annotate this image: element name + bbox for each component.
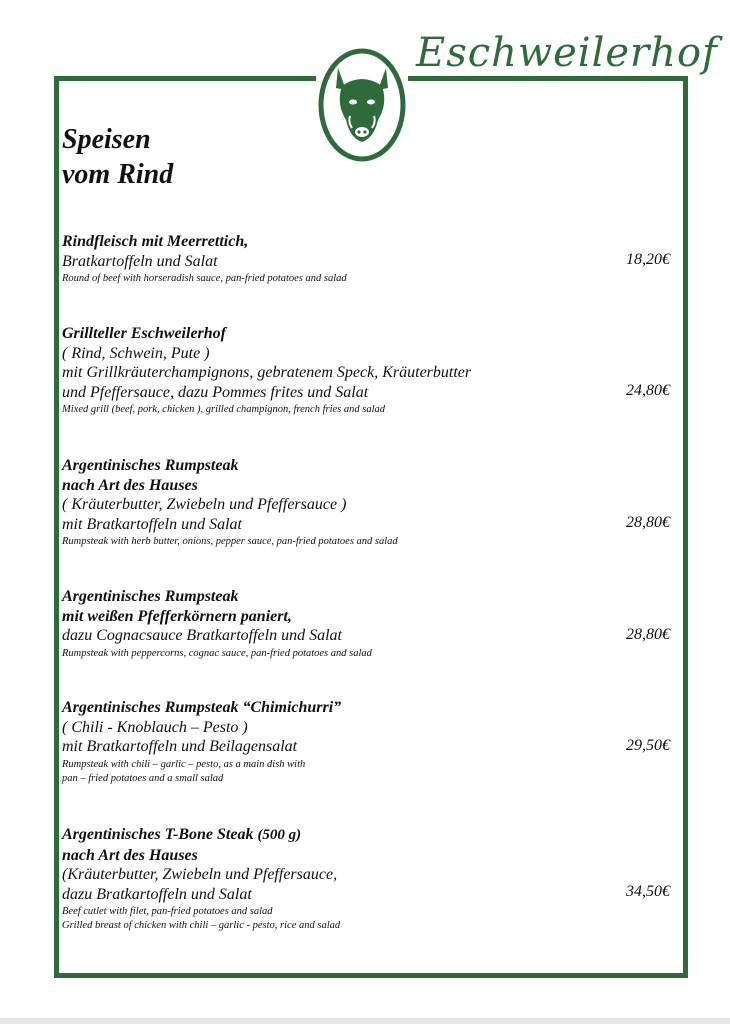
item-description: mit Grillkräuterchampignons, gebratenem Speck, Kräuterbutter xyxy=(62,364,472,381)
item-description: ( Rind, Schwein, Pute ) xyxy=(62,344,210,362)
item-description: dazu Bratkartoffeln und Salat xyxy=(62,885,252,903)
item-translation: Beef cutlet with filet, pan-fried potatoes and salad xyxy=(62,906,273,917)
item-price: 18,20€ xyxy=(626,251,670,268)
item-title: Grillteller Eschweilerhof xyxy=(62,325,226,342)
item-description: (Kräuterbutter, Zwiebeln und Pfeffersauce, xyxy=(62,866,338,883)
item-price: 34,50€ xyxy=(626,883,670,900)
item-title: Argentinisches Rumpsteak “Chimichurri” xyxy=(62,699,342,716)
item-translation: Mixed grill (beef, pork, chicken ), grilled champignon, french fries and salad xyxy=(62,404,385,415)
item-translation: Rumpsteak with peppercorns, cognac sauce, pan-fried potatoes and salad xyxy=(62,647,372,659)
menu-item xyxy=(62,232,682,285)
page-edge xyxy=(0,1018,730,1024)
boar-head-icon xyxy=(316,46,408,164)
item-title: nach Art des Hauses xyxy=(62,846,198,864)
menu-item xyxy=(62,456,682,548)
heading-line-1: Speisen xyxy=(62,124,151,155)
item-title-suffix: (500 g) xyxy=(257,827,302,843)
item-description: ( Kräuterbutter, Zwiebeln und Pfeffersauce ) xyxy=(62,496,347,513)
item-price: 29,50€ xyxy=(626,737,670,754)
item-title-row xyxy=(62,825,682,846)
menu-item xyxy=(62,587,682,660)
item-price: 28,80€ xyxy=(626,514,670,531)
menu-item xyxy=(62,324,682,416)
menu-item xyxy=(62,698,682,785)
item-translation: Grilled breast of chicken with chili – garlic - pesto, rice and salad xyxy=(62,920,341,931)
item-translation: Rumpsteak with herb butter, onions, pepper sauce, pan-fried potatoes and salad xyxy=(62,536,398,547)
item-description: und Pfeffersauce, dazu Pommes frites und Salat xyxy=(62,383,369,401)
heading-line-2: vom Rind xyxy=(62,159,174,190)
item-title: mit weißen Pfefferkörnern paniert, xyxy=(62,607,292,625)
item-price: 24,80€ xyxy=(626,382,670,399)
item-title: Argentinisches T-Bone Steak xyxy=(62,826,254,843)
item-title: Rindfleisch mit Meerrettich, xyxy=(62,233,249,250)
item-title: nach Art des Hauses xyxy=(62,476,198,494)
item-description: ( Chili - Knoblauch – Pesto ) xyxy=(62,718,248,736)
item-translation: pan – fried potatoes and a small salad xyxy=(62,772,224,784)
item-description: Bratkartoffeln und Salat xyxy=(62,252,218,270)
item-description: mit Bratkartoffeln und Salat xyxy=(62,515,242,533)
item-translation: Rumpsteak with chili – garlic – pesto, as a main dish with xyxy=(62,758,306,770)
item-title: Argentinisches Rumpsteak xyxy=(62,588,239,605)
item-description: dazu Cognacsauce Bratkartoffeln und Salat xyxy=(62,627,342,644)
item-description: mit Bratkartoffeln und Beilagensalat xyxy=(62,738,298,755)
item-translation: Round of beef with horseradish sauce, pan-fried potatoes and salad xyxy=(62,273,347,284)
brand-name: Eschweilerhof xyxy=(410,30,712,76)
menu-item xyxy=(62,825,682,932)
section-heading xyxy=(62,122,173,192)
item-title: Argentinisches Rumpsteak xyxy=(62,457,239,474)
item-price: 28,80€ xyxy=(626,626,670,643)
